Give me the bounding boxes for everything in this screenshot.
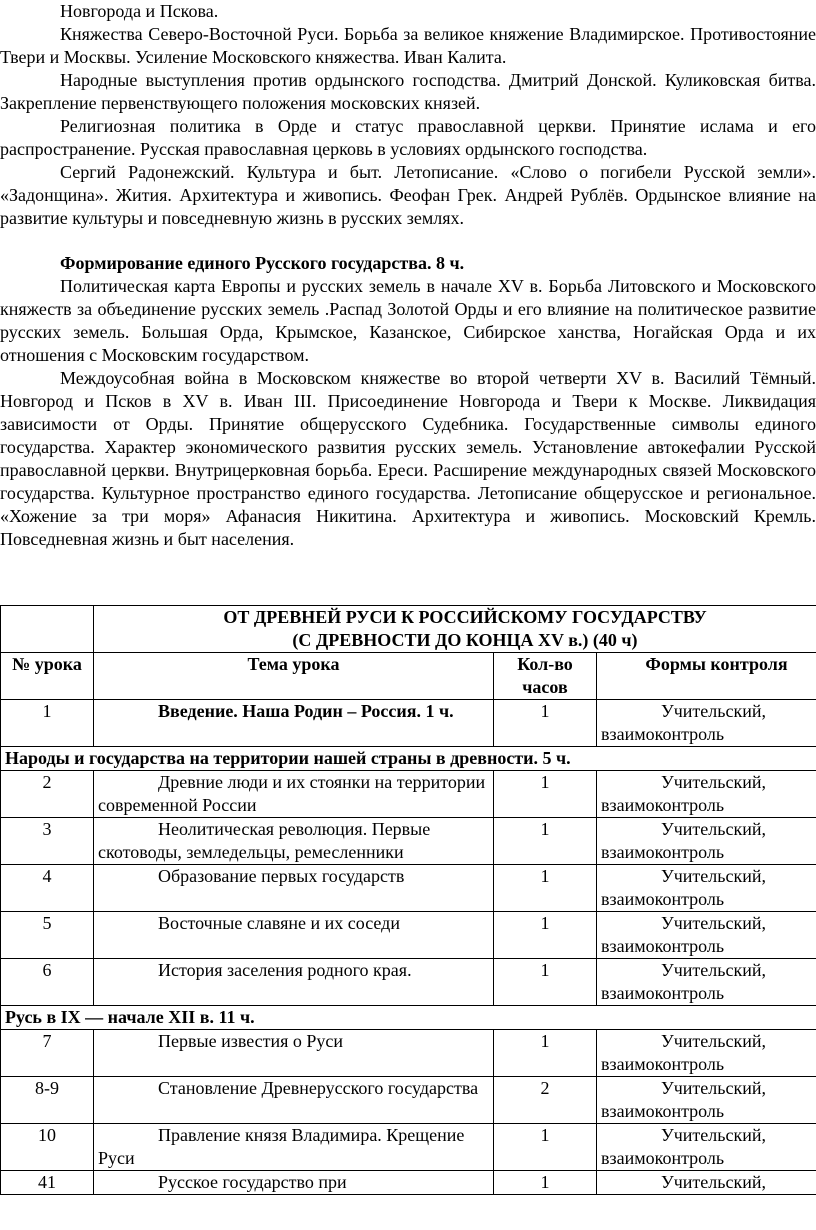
row-hours: 1 bbox=[494, 771, 597, 818]
row-num: 5 bbox=[1, 912, 94, 959]
table-row bbox=[1, 700, 816, 747]
table-row bbox=[1, 865, 816, 912]
row-hours: 1 bbox=[494, 912, 597, 959]
table-title-line2: (С ДРЕВНОСТИ ДО КОНЦА XV в.) (40 ч) bbox=[292, 630, 638, 650]
row-hours: 1 bbox=[494, 959, 597, 1006]
row-num: 8-9 bbox=[1, 1077, 94, 1124]
table-row bbox=[1, 1030, 816, 1077]
table-header-row bbox=[1, 653, 816, 700]
row-hours: 1 bbox=[494, 818, 597, 865]
table-row bbox=[1, 1077, 816, 1124]
paragraph: Княжества Северо-Восточной Руси. Борьба за великое княжение Владимирское. Противостояние Твери и Москвы. Усиление Московского княжества. Иван Калита. bbox=[0, 24, 816, 67]
paragraph: Религиозная политика в Орде и статус православной церкви. Принятие ислама и его распространение. Русская православная церковь в условиях ордынского господства. bbox=[0, 116, 816, 159]
row-topic: Введение. Наша Родин – Россия. 1 ч. bbox=[94, 700, 494, 747]
table-row bbox=[1, 771, 816, 818]
table-row bbox=[1, 1171, 816, 1195]
table-row bbox=[1, 912, 816, 959]
header-num: № урока bbox=[1, 653, 94, 700]
row-hours: 1 bbox=[494, 865, 597, 912]
row-form: Учительский, взаимоконтроль bbox=[597, 912, 816, 959]
section-row bbox=[1, 747, 816, 771]
row-num: 41 bbox=[1, 1171, 94, 1195]
paragraph: Новгорода и Пскова. bbox=[60, 1, 219, 21]
section-row bbox=[1, 1006, 816, 1030]
row-form: Учительский, взаимоконтроль bbox=[597, 818, 816, 865]
section-title: Народы и государства на территории нашей страны в древности. 5 ч. bbox=[1, 747, 816, 771]
table-title bbox=[94, 606, 816, 653]
paragraph: Междоусобная война в Московском княжестве во второй четверти XV в. Василий Тёмный. Новгород и Псков в XV в. Иван III. Присоединение Новгорода и Твери к Москве. Ликвидация зависимости от Орды. Принятие общерусского Судебника. Государственные символы единого государства. Характер экономического развития русских земель. Установление автокефалии Русской православной церкви. Внутрицерковная борьба. Ереси. Расширение международных связей Московского государства. Культурное пространство единого государства. Летописание общерусское и региональное. «Хожение за три моря» Афанасия Никитина. Архитектура и живопись. Московский Кремль. Повседневная жизнь и быт населения. bbox=[0, 368, 816, 549]
row-topic: Древние люди и их стоянки на территории современной России bbox=[94, 771, 494, 818]
row-topic: Неолитическая революция. Первые скотоводы, земледельцы, ремесленники bbox=[94, 818, 494, 865]
section-title: Русь в IX — начале XII в. 11 ч. bbox=[1, 1006, 816, 1030]
row-hours: 1 bbox=[494, 1030, 597, 1077]
row-topic: Восточные славяне и их соседи bbox=[94, 912, 494, 959]
row-topic: Русское государство при bbox=[94, 1171, 494, 1195]
table-title-line1: ОТ ДРЕВНЕЙ РУСИ К РОССИЙСКОМУ ГОСУДАРСТВУ bbox=[223, 607, 707, 627]
row-form: Учительский, взаимоконтроль bbox=[597, 1030, 816, 1077]
row-num: 10 bbox=[1, 1124, 94, 1171]
table-title-row bbox=[1, 606, 816, 653]
row-form: Учительский, взаимоконтроль bbox=[597, 865, 816, 912]
row-topic: История заселения родного края. bbox=[94, 959, 494, 1006]
row-topic: Образование первых государств bbox=[94, 865, 494, 912]
row-num: 2 bbox=[1, 771, 94, 818]
paragraph: Сергий Радонежский. Культура и быт. Летописание. «Слово о погибели Русской земли». «Задонщина». Жития. Архитектура и живопись. Феофан Грек. Андрей Рублёв. Ордынское влияние на развитие культуры и повседневную жизнь в русских землях. bbox=[0, 162, 816, 228]
row-hours: 1 bbox=[494, 1171, 597, 1195]
row-hours: 1 bbox=[494, 700, 597, 747]
row-form: Учительский, bbox=[597, 1171, 816, 1195]
row-num: 1 bbox=[1, 700, 94, 747]
row-form: Учительский, взаимоконтроль bbox=[597, 700, 816, 747]
row-form: Учительский, взаимоконтроль bbox=[597, 771, 816, 818]
row-num: 4 bbox=[1, 865, 94, 912]
lesson-plan-table bbox=[0, 605, 816, 1195]
table-row bbox=[1, 1124, 816, 1171]
header-topic: Тема урока bbox=[94, 653, 494, 700]
table-row bbox=[1, 959, 816, 1006]
header-hours: Кол-во часов bbox=[494, 653, 597, 700]
document-page bbox=[0, 0, 816, 551]
section-heading: Формирование единого Русского государства. 8 ч. bbox=[60, 253, 465, 273]
row-form: Учительский, взаимоконтроль bbox=[597, 1077, 816, 1124]
row-form: Учительский, взаимоконтроль bbox=[597, 959, 816, 1006]
row-hours: 2 bbox=[494, 1077, 597, 1124]
paragraph: Политическая карта Европы и русских земель в начале XV в. Борьба Литовского и Московского княжеств за объединение русских земель .Распад Золотой Орды и его влияние на политическое развитие русских земель. Большая Орда, Крымское, Казанское, Сибирское ханства, Ногайская Орда и их отношения с Московским государством. bbox=[0, 276, 816, 365]
header-form: Формы контроля bbox=[597, 653, 816, 700]
row-num: 7 bbox=[1, 1030, 94, 1077]
row-form: Учительский, взаимоконтроль bbox=[597, 1124, 816, 1171]
row-topic: Первые известия о Руси bbox=[94, 1030, 494, 1077]
table-row bbox=[1, 818, 816, 865]
row-num: 3 bbox=[1, 818, 94, 865]
paragraph: Народные выступления против ордынского господства. Дмитрий Донской. Куликовская битва. Закрепление первенствующего положения московских князей. bbox=[0, 70, 816, 113]
row-num: 6 bbox=[1, 959, 94, 1006]
row-topic: Правление князя Владимира. Крещение Руси bbox=[94, 1124, 494, 1171]
row-topic: Становление Древнерусского государства bbox=[94, 1077, 494, 1124]
row-hours: 1 bbox=[494, 1124, 597, 1171]
